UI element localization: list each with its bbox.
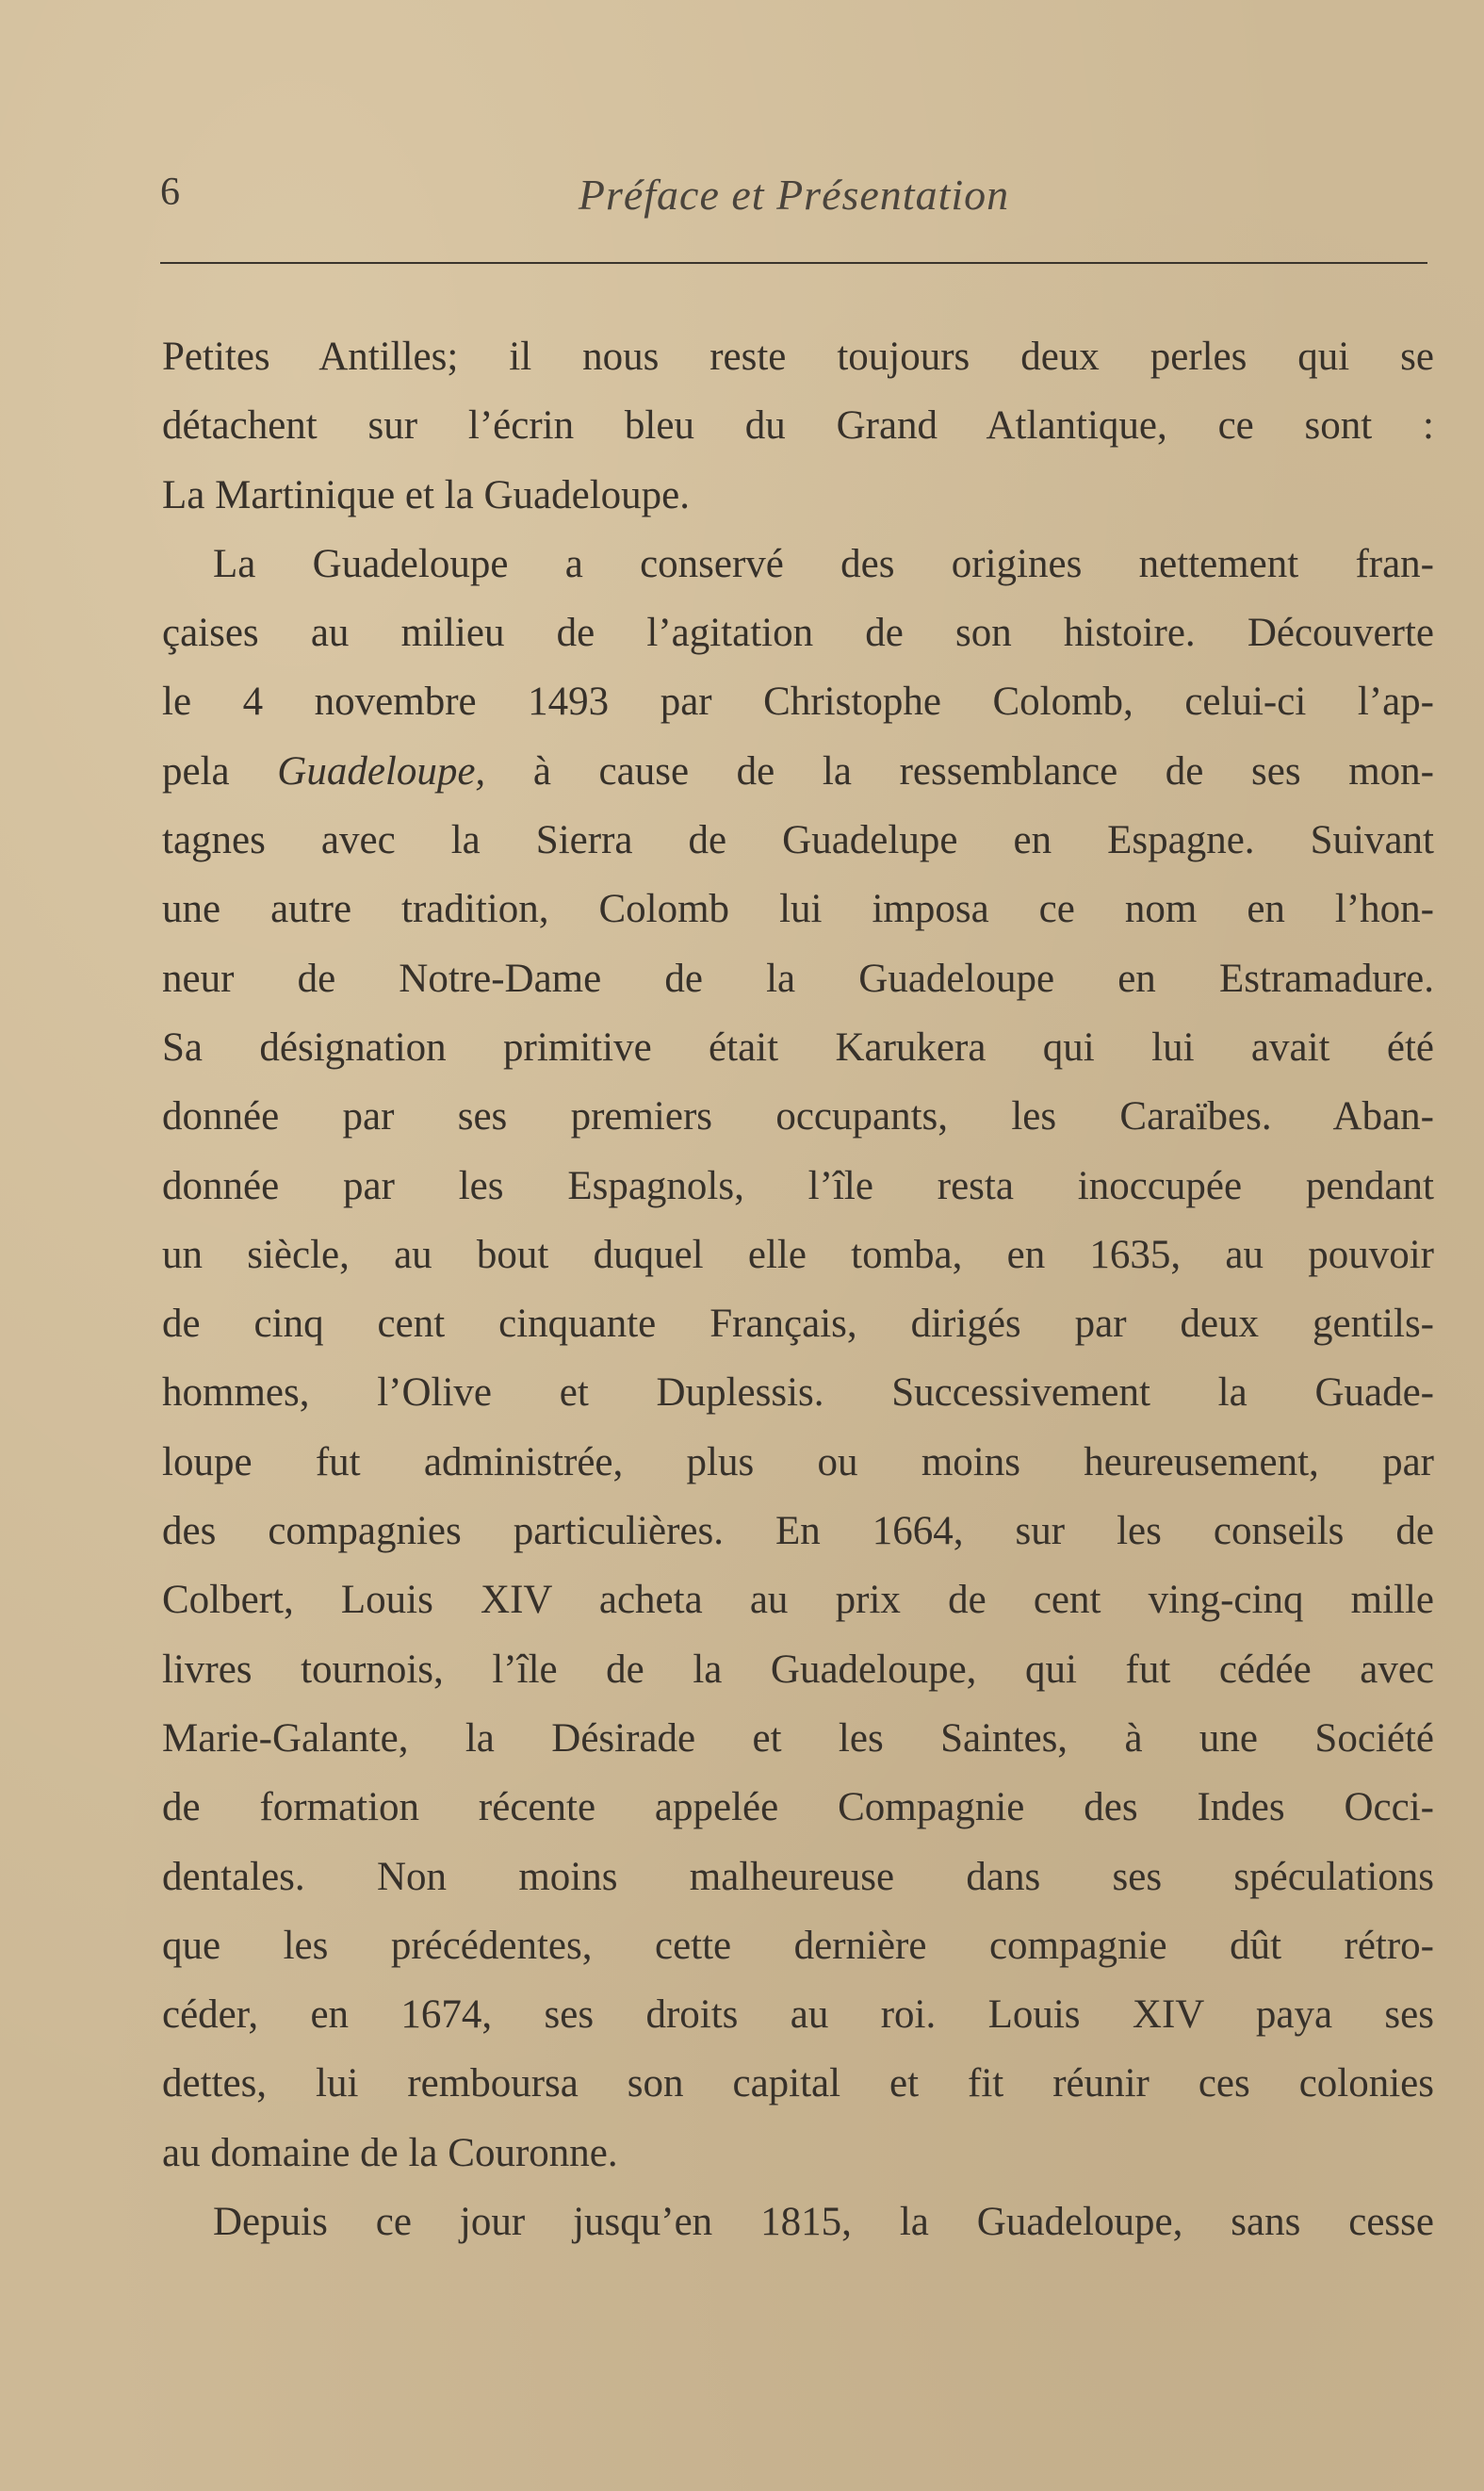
text-line: le 4 novembre 1493 par Christophe Colomb, celui-ci l’ap- — [162, 680, 1434, 725]
text-line: Colbert, Louis XIV acheta au prix de cent ving-cinq mille — [162, 1578, 1434, 1623]
text-line: tagnes avec la Sierra de Guadelupe en Espagne. Suivant — [162, 818, 1434, 863]
running-head — [160, 170, 1427, 236]
text-line: une autre tradition, Colomb lui imposa ce nom en l’hon- — [162, 887, 1434, 932]
running-title: Préface et Présentation — [578, 171, 1010, 219]
text-line: çaises au milieu de l’agitation de son histoire. Découverte — [162, 611, 1434, 656]
header-rule — [160, 262, 1427, 264]
text-segment: pela — [162, 748, 278, 794]
text-line: La Guadeloupe a conservé des origines nettement fran- — [213, 541, 1434, 586]
text-line: un siècle, au bout duquel elle tomba, en 1635, au pouvoir — [162, 1232, 1434, 1277]
text-line: de formation récente appelée Compagnie des Indes Occi- — [162, 1785, 1434, 1830]
text-line: des compagnies particulières. En 1664, sur les conseils de — [162, 1509, 1434, 1554]
text-line: au domaine de la Couronne. — [162, 2130, 618, 2175]
text-line: loupe fut administrée, plus ou moins heureusement, par — [162, 1439, 1434, 1484]
text-line: livres tournois, l’île de la Guadeloupe, qui fut cédée avec — [162, 1647, 1434, 1692]
text-line: Petites Antilles; il nous reste toujours deux perles qui se — [162, 335, 1434, 379]
italic-place-name: Guadeloupe, — [277, 748, 486, 794]
text-line — [162, 737, 1434, 806]
body-text — [162, 322, 1434, 2256]
text-line: hommes, l’Olive et Duplessis. Successivement la Guade- — [162, 1370, 1434, 1416]
text-line: détachent sur l’écrin bleu du Grand Atlantique, ce sont : — [162, 403, 1434, 449]
text-line: donnée par les Espagnols, l’île resta inoccupée pendant — [162, 1163, 1434, 1208]
text-line: dettes, lui remboursa son capital et fit réunir ces colonies — [162, 2061, 1434, 2106]
text-line: dentales. Non moins malheureuse dans ses spéculations — [162, 1854, 1434, 1899]
text-line: céder, en 1674, ses droits au roi. Louis XIV paya ses — [162, 1992, 1434, 2038]
text-line: Sa désignation primitive était Karukera qui lui avait été — [162, 1024, 1434, 1070]
text-line: que les précédentes, cette dernière compagnie dût rétro- — [162, 1923, 1434, 1968]
text-line: de cinq cent cinquante Français, dirigés par deux gentils- — [162, 1302, 1434, 1347]
text-line: La Martinique et la Guadeloupe. — [162, 472, 690, 517]
text-line: neur de Notre-Dame de la Guadeloupe en Estramadure. — [162, 956, 1434, 1001]
text-line: Depuis ce jour jusqu’en 1815, la Guadeloupe, sans cesse — [213, 2200, 1434, 2245]
text-line: donnée par ses premiers occupants, les Caraïbes. Aban- — [162, 1094, 1434, 1139]
page-number: 6 — [160, 171, 180, 214]
text-line: Marie-Galante, la Désirade et les Saintes, à une Société — [162, 1715, 1434, 1761]
text-segment: à cause de la ressemblance de ses mon- — [485, 748, 1434, 794]
